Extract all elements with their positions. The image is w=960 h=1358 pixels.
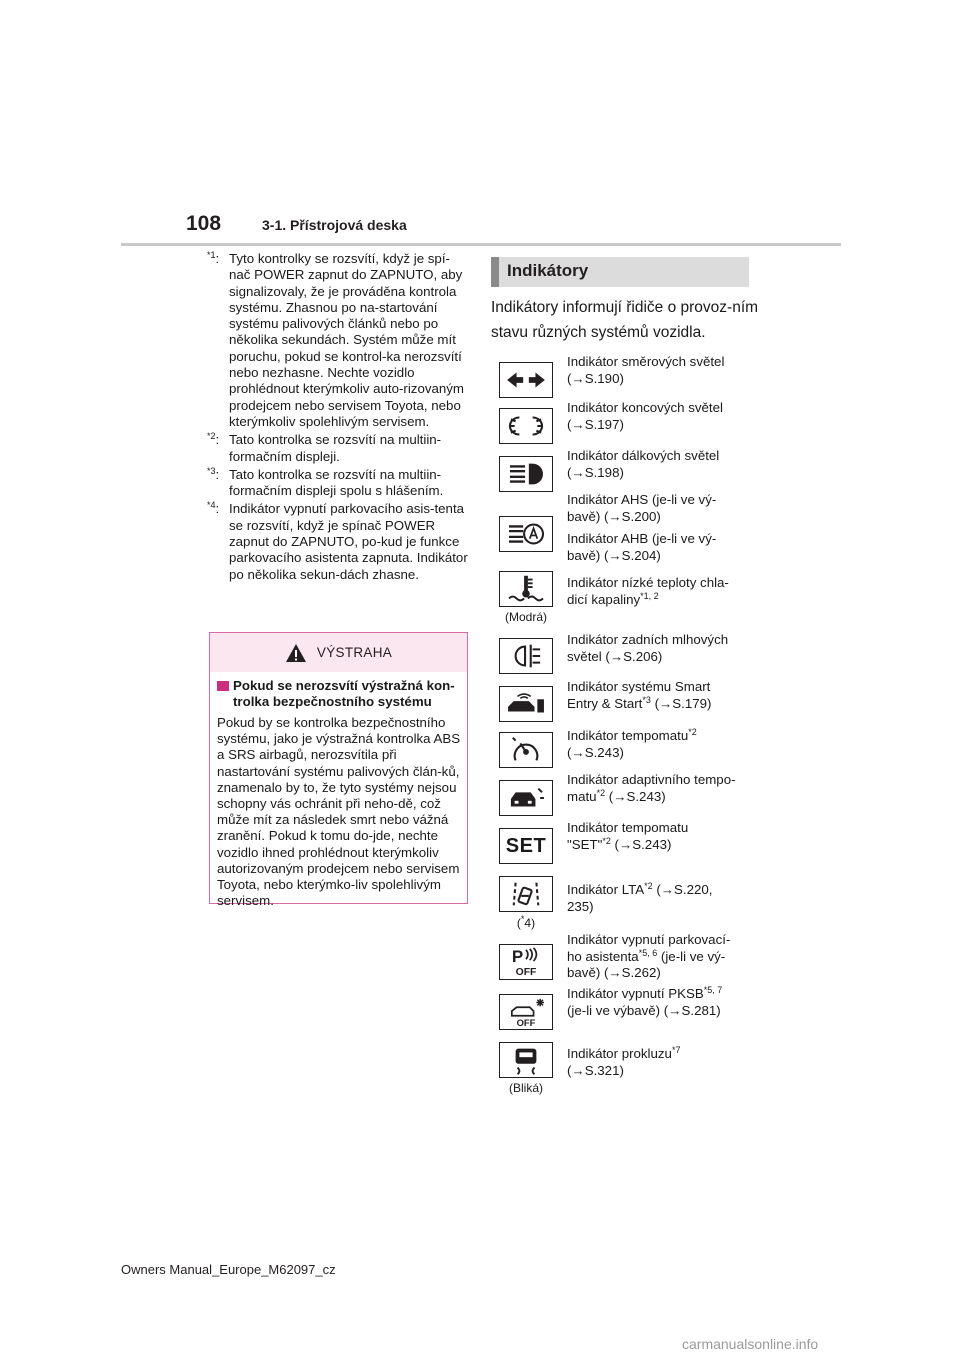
warning-body: Pokud by se kontrolka bezpečnostního systému, jako je výstražná kontrolka ABS a SRS airbagů, nerozsvítila při nastartování systému palivových člán-ků, znamenalo by to, že tyto systémy nejsou schopny vás ochránit při neho-dě, což může mít za následek smrt nebo vážná zranění. Pokud k tomu do-jde, nechte vozidlo ihned prohlédnout kterýmkoliv autorizovaným prodejcem nebo servisem Toyota, nebo kterýmko-liv spolehlivým servisem. [217, 715, 461, 909]
cruise-control-icon [499, 732, 553, 768]
chapter-title: 3-1. Přístrojová deska [262, 217, 407, 233]
footnote-4: $^{*4}$: Indikátor vypnutí parkovacího asis-tenta se rozsvítí, když je spínač POWER zapnut do ZAPNUTO, po-kud je funkce parkovacího asistenta zapnuta. Indikátor po několika sekun-dách zhasne. [207, 500, 468, 582]
svg-text:OFF: OFF [515, 967, 537, 979]
warning-subtitle: Pokud se nerozsvítí výstražná kon-trolka bezpečnostního systému [217, 678, 461, 710]
footnotes [207, 251, 469, 585]
rear-fog-light-icon [499, 638, 553, 674]
header-rule [121, 243, 841, 246]
footnote-2: $^{*2}$: Tato kontrolka se rozsvítí na multiin-formačním displeji. [207, 432, 469, 465]
warning-title: VÝSTRAHA [316, 645, 393, 660]
svg-text:P: P [511, 947, 524, 966]
footnote-text: Tyto kontrolky se rozsvítí, když je spí-nač POWER zapnut do ZAPNUTO, aby signalizovaly, že je prováděna kontrola systému. Zhasnou po na-startování systému palivových článků nebo po několika sekundách. Systém může mít poruchu, pokud se kontrol-ka nerozsvítí nebo nezhasne. Nechte vozidlo prohlédnout kterýmkoliv auto-rizovaným prodejcem nebo servisem Toyota, nebo kterýmkoliv spolehlivým servisem. [229, 251, 465, 429]
section-header [491, 257, 749, 287]
page-number: 108 [186, 212, 222, 235]
icon-caption: (*4) [516, 914, 536, 930]
section-title: Indikátory [507, 261, 589, 280]
coolant-temperature-icon [499, 571, 553, 607]
high-beam-icon [499, 456, 553, 492]
slip-indicator-icon [499, 1042, 553, 1078]
footnote-text: Tato kontrolka se rozsvítí na multiin-formačním displeji. [229, 432, 442, 464]
warning-header [210, 633, 467, 672]
parking-assist-off-icon [499, 944, 553, 980]
warning-triangle-icon [285, 643, 307, 663]
pksb-off-icon [499, 994, 553, 1030]
watermark: carmanualsonline.info [682, 1336, 819, 1352]
lane-tracing-icon [499, 876, 553, 912]
icon-caption: (Bliká) [508, 1081, 543, 1095]
turn-signal-arrows-icon [499, 362, 553, 398]
svg-text:OFF: OFF [516, 1018, 536, 1029]
footnote-1: $^{*1}$: Tyto kontrolky se rozsvítí, když je spí-nač POWER zapnut do ZAPNUTO, aby signalizovaly, že je prováděna kontrola systému. Zhasnou po na-startování systému palivových článků nebo po několika sekundách. Systém může mít poruchu, pokud se kontrol-ka nerozsvítí nebo nezhasne. Nechte vozidlo prohlédnout kterýmkoliv auto-rizovaným prodejcem nebo servisem Toyota, nebo kterýmkoliv spolehlivým servisem. [207, 251, 469, 430]
section-intro: Indikátory informují řidiče o provoz-ním stavu různých systémů vozidla. [491, 299, 759, 341]
tail-light-icon [499, 408, 553, 444]
footnote-text: Indikátor vypnutí parkovacího asis-tenta se rozsvítí, když je spínač POWER zapnut do ZAPNUTO, po-kud je funkce parkovacího asistenta zapnuta. Indikátor po několika sekun-dách zhasne. [229, 501, 468, 582]
adaptive-cruise-icon [499, 780, 553, 816]
footnote-3: $^{*3}$: Tato kontrolka se rozsvítí na multiin-formačním displeji spolu s hlášením. [207, 467, 469, 500]
smart-entry-car-icon [499, 686, 553, 722]
bullet-square [217, 681, 229, 691]
icon-caption: (Modrá) [504, 610, 547, 624]
auto-high-beam-icon [499, 516, 553, 552]
set-icon: SET [499, 828, 553, 864]
warning-box [209, 632, 468, 909]
footer-text: Owners Manual_Europe_M62097_cz [121, 1262, 336, 1277]
footnote-text: Tato kontrolka se rozsvítí na multiin-formačním displeji spolu s hlášením. [229, 466, 444, 499]
